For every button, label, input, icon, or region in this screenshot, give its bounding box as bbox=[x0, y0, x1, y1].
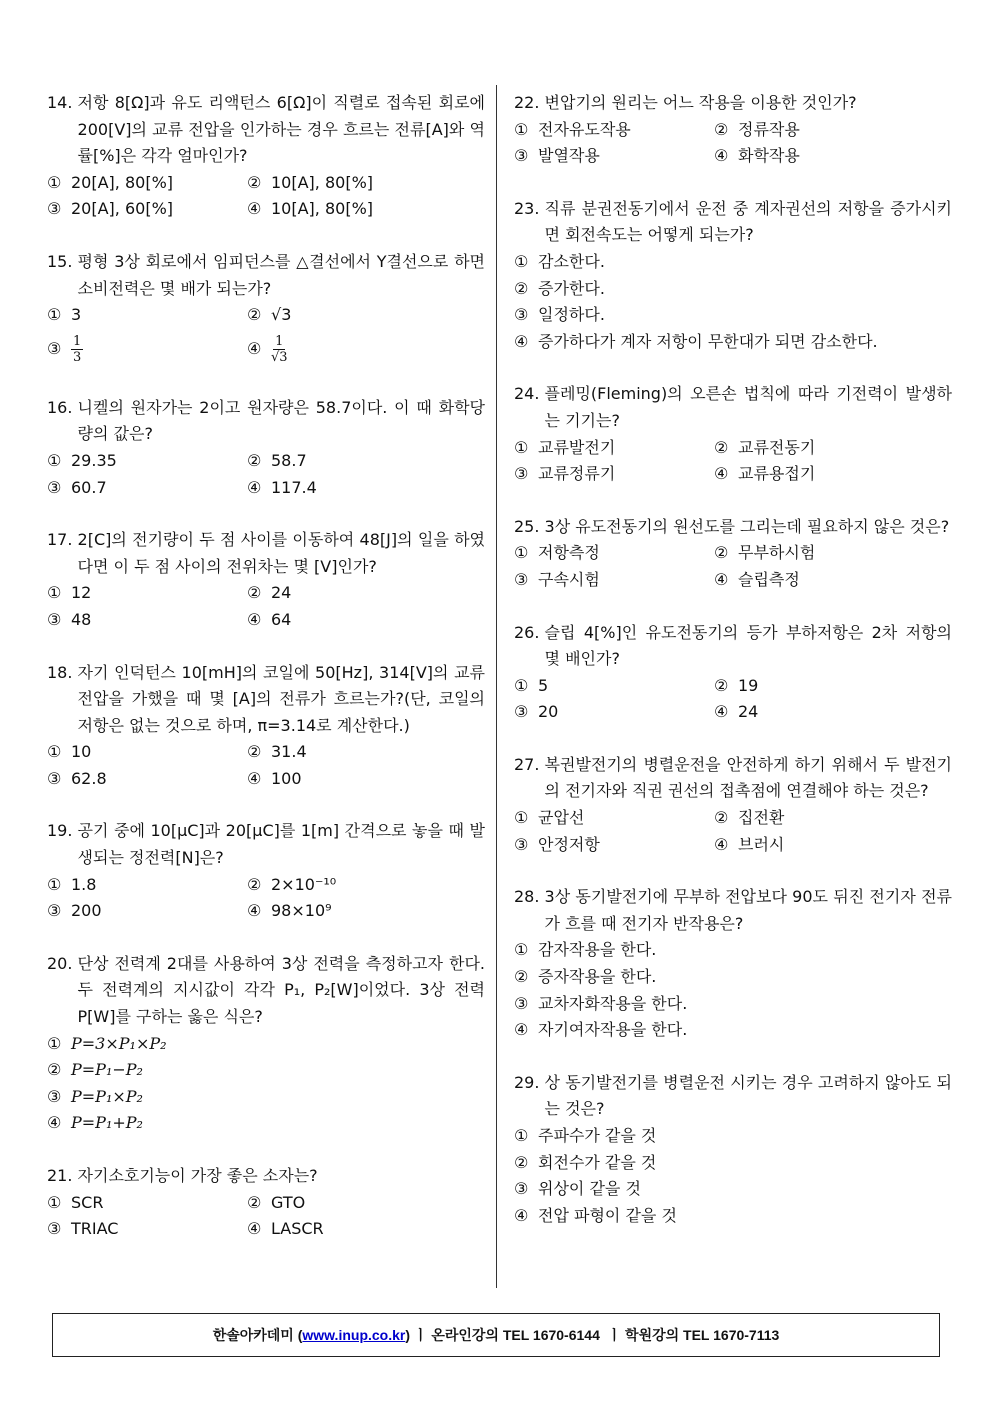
question-text: 평형 3상 회로에서 임피던스를 △결선에서 Y결선으로 하면 소비전력은 몇 배가 되는가? bbox=[77, 251, 485, 298]
option-1[interactable] bbox=[514, 117, 714, 144]
option-label: ③ bbox=[47, 477, 62, 497]
option-label: ② bbox=[247, 742, 262, 762]
options-list bbox=[47, 170, 485, 223]
option-text: 12 bbox=[71, 583, 92, 603]
option-1[interactable] bbox=[514, 435, 714, 462]
option-text: 저항측정 bbox=[538, 543, 600, 563]
option-text: 증가하다가 계자 저항이 무한대가 되면 감소한다. bbox=[538, 331, 878, 351]
option-4[interactable] bbox=[247, 329, 485, 369]
option-label: ④ bbox=[247, 1219, 262, 1239]
option-3[interactable] bbox=[47, 1084, 485, 1111]
option-text: 200 bbox=[71, 901, 102, 921]
option-1[interactable] bbox=[47, 170, 247, 197]
option-1[interactable] bbox=[47, 580, 247, 607]
option-label: ④ bbox=[514, 331, 529, 351]
question-q28 bbox=[514, 884, 952, 1044]
option-2[interactable] bbox=[247, 448, 485, 475]
option-2[interactable] bbox=[514, 276, 952, 303]
option-text: 24 bbox=[271, 583, 292, 603]
option-label: ① bbox=[514, 543, 529, 563]
question-number: 15. bbox=[47, 251, 78, 271]
option-label: ③ bbox=[514, 569, 529, 589]
option-text: 48 bbox=[71, 609, 92, 629]
option-2[interactable] bbox=[714, 805, 952, 832]
option-label: ② bbox=[714, 543, 729, 563]
question-number: 16. bbox=[47, 397, 78, 417]
option-3[interactable] bbox=[47, 329, 247, 369]
options-list bbox=[514, 1123, 952, 1229]
question-q16 bbox=[47, 395, 485, 501]
option-3[interactable] bbox=[47, 475, 247, 502]
option-text: 위상이 같을 것 bbox=[538, 1179, 641, 1199]
option-1[interactable] bbox=[514, 249, 952, 276]
option-text: 슬립측정 bbox=[738, 569, 800, 589]
option-4[interactable] bbox=[247, 607, 485, 634]
question-text: 공기 중에 10[μC]과 20[μC]를 1[m] 간격으로 놓을 때 발생되는 정전력[N]은? bbox=[77, 821, 485, 868]
question-stem bbox=[514, 620, 952, 673]
option-3[interactable] bbox=[47, 1216, 247, 1243]
option-text: 집전환 bbox=[738, 808, 785, 828]
option-2[interactable] bbox=[247, 302, 485, 329]
option-text: 62.8 bbox=[71, 768, 107, 788]
option-label: ① bbox=[514, 119, 529, 139]
option-label: ② bbox=[714, 119, 729, 139]
question-number: 22. bbox=[514, 93, 545, 112]
option-label: ① bbox=[514, 1126, 529, 1145]
option-label: ④ bbox=[714, 702, 729, 722]
options-list bbox=[514, 937, 952, 1043]
option-label: ② bbox=[247, 1192, 262, 1212]
options-list bbox=[47, 580, 485, 633]
option-label: ① bbox=[47, 874, 62, 894]
option-label: ① bbox=[514, 808, 529, 828]
option-label: ② bbox=[514, 278, 529, 298]
option-label: ③ bbox=[514, 464, 529, 484]
option-text: 감소한다. bbox=[538, 251, 605, 271]
question-text: 상 동기발전기를 병렬운전 시키는 경우 고려하지 않아도 되는 것은? bbox=[544, 1072, 952, 1119]
option-text: 2×10⁻¹⁰ bbox=[271, 874, 337, 894]
option-4[interactable] bbox=[247, 196, 485, 223]
option-label: ④ bbox=[514, 1020, 529, 1040]
option-text: LASCR bbox=[271, 1219, 324, 1239]
options-list bbox=[47, 1031, 485, 1137]
option-1[interactable] bbox=[47, 1190, 247, 1217]
option-1[interactable] bbox=[514, 1123, 952, 1150]
option-label: ③ bbox=[514, 1179, 529, 1199]
option-label: ③ bbox=[514, 993, 529, 1013]
question-text: 3상 동기발전기에 무부하 전압보다 90도 뒤진 전기자 전류가 흐를 때 전기자 반작용은? bbox=[544, 887, 952, 933]
option-label: ④ bbox=[247, 199, 262, 219]
column-divider bbox=[496, 85, 497, 1288]
question-stem bbox=[47, 395, 485, 448]
option-text: 98×10⁹ bbox=[271, 901, 332, 921]
options-list bbox=[47, 739, 485, 792]
option-label: ② bbox=[714, 808, 729, 828]
option-text: GTO bbox=[271, 1192, 306, 1212]
option-3[interactable] bbox=[514, 143, 714, 170]
question-text: 자기소호기능이 가장 좋은 소자는? bbox=[77, 1166, 318, 1185]
option-text: 감자작용을 한다. bbox=[538, 940, 657, 960]
option-1[interactable] bbox=[514, 540, 714, 567]
option-label: ④ bbox=[47, 1113, 62, 1133]
option-2[interactable] bbox=[514, 964, 952, 991]
question-q29 bbox=[514, 1070, 952, 1230]
option-1[interactable] bbox=[514, 805, 714, 832]
option-text: 24 bbox=[738, 702, 759, 722]
question-text: 저항 8[Ω]과 유도 리액턴스 6[Ω]이 직렬로 접속된 회로에 200[V]의 교류 전압을 인가하는 경우 흐르는 전류[A]와 역률[%]은 각각 얼마인가? bbox=[77, 93, 485, 166]
option-2[interactable] bbox=[247, 1190, 485, 1217]
option-text: 화학작용 bbox=[738, 146, 800, 166]
question-stem bbox=[514, 514, 952, 541]
question-stem bbox=[47, 90, 485, 170]
option-text: 교류용접기 bbox=[738, 464, 816, 484]
option-4[interactable] bbox=[247, 1216, 485, 1243]
option-label: ④ bbox=[514, 1205, 529, 1225]
question-stem bbox=[47, 660, 485, 740]
option-label: ③ bbox=[514, 702, 529, 722]
question-number: 29. bbox=[514, 1072, 545, 1092]
option-text: 64 bbox=[271, 609, 292, 629]
footer-academy-tel: ㅣ 학원강의 TEL 1670-7113 bbox=[607, 1327, 780, 1343]
footer-online-tel: ㅣ 온라인강의 TEL 1670-6144 bbox=[413, 1327, 600, 1343]
option-4[interactable] bbox=[714, 699, 952, 726]
option-text: 무부하시험 bbox=[738, 543, 816, 563]
option-text: 31.4 bbox=[271, 742, 307, 762]
option-text: 10 bbox=[71, 742, 92, 762]
option-3[interactable] bbox=[514, 699, 714, 726]
option-text: 전자유도작용 bbox=[538, 119, 631, 139]
question-stem bbox=[47, 527, 485, 580]
option-label: ① bbox=[47, 450, 62, 470]
option-text: 구속시험 bbox=[538, 569, 600, 589]
option-1[interactable] bbox=[47, 302, 247, 329]
question-text: 직류 분권전동기에서 운전 중 계자권선의 저항을 증가시키면 회전속도는 어떻게 되는가? bbox=[544, 198, 952, 245]
option-label: ① bbox=[47, 1033, 62, 1053]
option-label: ① bbox=[47, 172, 62, 192]
question-text: 3상 유도전동기의 원선도를 그리는데 필요하지 않은 것은? bbox=[544, 516, 950, 536]
question-q26 bbox=[514, 620, 952, 726]
option-text: 100 bbox=[271, 768, 302, 788]
option-text: 회전수가 같을 것 bbox=[538, 1152, 657, 1172]
option-text: 교차자화작용을 한다. bbox=[538, 993, 688, 1013]
question-stem bbox=[514, 381, 952, 434]
question-stem bbox=[514, 90, 952, 117]
question-q21 bbox=[47, 1163, 485, 1243]
options-list bbox=[514, 249, 952, 355]
option-text: 안정저항 bbox=[538, 834, 600, 854]
option-text: 29.35 bbox=[71, 450, 117, 470]
question-q20 bbox=[47, 951, 485, 1137]
option-label: ③ bbox=[514, 146, 529, 166]
option-text: SCR bbox=[71, 1192, 104, 1212]
options-list bbox=[47, 872, 485, 925]
option-4[interactable] bbox=[247, 475, 485, 502]
option-text: 20[A], 60[%] bbox=[71, 199, 174, 219]
option-2[interactable] bbox=[247, 739, 485, 766]
option-text: 10[A], 80[%] bbox=[271, 172, 374, 192]
option-text: 교류발전기 bbox=[538, 437, 616, 457]
footer-url-link[interactable]: www.inup.co.kr bbox=[302, 1327, 406, 1343]
option-2[interactable] bbox=[47, 1057, 485, 1084]
option-text: 58.7 bbox=[271, 450, 307, 470]
option-label: ① bbox=[514, 940, 529, 960]
options-list bbox=[514, 117, 952, 170]
option-2[interactable] bbox=[714, 540, 952, 567]
option-text: √3 bbox=[271, 305, 292, 325]
option-label: ③ bbox=[47, 901, 62, 921]
option-1[interactable] bbox=[514, 937, 952, 964]
question-stem bbox=[514, 752, 952, 805]
question-q22 bbox=[514, 90, 952, 170]
options-list bbox=[47, 448, 485, 501]
option-label: ① bbox=[514, 251, 529, 271]
question-q27 bbox=[514, 752, 952, 858]
option-label: ② bbox=[247, 583, 262, 603]
question-number: 28. bbox=[514, 887, 545, 907]
option-1[interactable] bbox=[47, 739, 247, 766]
option-text: $\frac{1}{√3}$ bbox=[271, 333, 288, 365]
option-label: ④ bbox=[247, 609, 262, 629]
option-label: ③ bbox=[47, 199, 62, 219]
option-label: ① bbox=[47, 742, 62, 762]
option-3[interactable] bbox=[47, 607, 247, 634]
option-text: 교류정류기 bbox=[538, 464, 616, 484]
option-text: TRIAC bbox=[71, 1219, 119, 1239]
option-label: ③ bbox=[47, 338, 62, 358]
option-text: 3 bbox=[71, 305, 82, 325]
option-2[interactable] bbox=[714, 673, 952, 700]
right-column bbox=[514, 90, 952, 1255]
option-text: 자기여자작용을 한다. bbox=[538, 1020, 688, 1040]
option-text: 117.4 bbox=[271, 477, 317, 497]
option-text: P=P₁×P₂ bbox=[71, 1086, 143, 1106]
option-4[interactable] bbox=[714, 461, 952, 488]
option-label: ② bbox=[247, 874, 262, 894]
question-number: 26. bbox=[514, 622, 545, 642]
option-4[interactable] bbox=[714, 567, 952, 594]
option-text: 1.8 bbox=[71, 874, 97, 894]
option-4[interactable] bbox=[514, 329, 952, 356]
option-label: ④ bbox=[247, 338, 262, 358]
option-2[interactable] bbox=[714, 435, 952, 462]
question-q18 bbox=[47, 660, 485, 793]
option-text: 정류작용 bbox=[738, 119, 800, 139]
question-q25 bbox=[514, 514, 952, 594]
option-text: 발열작용 bbox=[538, 146, 600, 166]
question-number: 24. bbox=[514, 384, 545, 404]
option-4[interactable] bbox=[514, 1017, 952, 1044]
option-label: ③ bbox=[47, 1086, 62, 1106]
option-label: ④ bbox=[714, 569, 729, 589]
option-1[interactable] bbox=[47, 872, 247, 899]
option-label: ④ bbox=[714, 834, 729, 854]
question-number: 25. bbox=[514, 516, 545, 536]
question-number: 20. bbox=[47, 953, 78, 973]
question-stem bbox=[514, 196, 952, 249]
option-3[interactable] bbox=[514, 1176, 952, 1203]
option-label: ③ bbox=[47, 768, 62, 788]
question-text: 플레밍(Fleming)의 오른손 법칙에 따라 기전력이 발생하는 기기는? bbox=[544, 384, 952, 430]
question-number: 23. bbox=[514, 198, 545, 218]
option-text: 일정하다. bbox=[538, 305, 605, 325]
option-label: ④ bbox=[247, 768, 262, 788]
question-q15 bbox=[47, 249, 485, 369]
options-list bbox=[514, 673, 952, 726]
option-label: ③ bbox=[47, 1219, 62, 1239]
option-text: 증자작용을 한다. bbox=[538, 967, 657, 987]
options-list bbox=[47, 302, 485, 369]
question-number: 18. bbox=[47, 662, 78, 682]
option-text: 60.7 bbox=[71, 477, 107, 497]
option-label: ④ bbox=[714, 464, 729, 484]
footer-name: 한솔아카데미 bbox=[212, 1327, 294, 1343]
option-label: ② bbox=[247, 172, 262, 192]
question-text: 니켈의 원자가는 2이고 원자량은 58.7이다. 이 때 화학당량의 값은? bbox=[77, 397, 485, 444]
option-4[interactable] bbox=[47, 1110, 485, 1137]
option-label: ③ bbox=[47, 609, 62, 629]
option-text: 균압선 bbox=[538, 808, 585, 828]
option-label: ① bbox=[514, 675, 529, 695]
option-4[interactable] bbox=[714, 832, 952, 859]
options-list bbox=[47, 1190, 485, 1243]
option-4[interactable] bbox=[247, 898, 485, 925]
option-text: 20 bbox=[538, 702, 559, 722]
option-3[interactable] bbox=[514, 567, 714, 594]
question-stem bbox=[514, 884, 952, 937]
question-number: 27. bbox=[514, 754, 545, 774]
option-text: 전압 파형이 같을 것 bbox=[538, 1205, 677, 1225]
option-3[interactable] bbox=[47, 196, 247, 223]
option-2[interactable] bbox=[247, 170, 485, 197]
question-text: 단상 전력계 2대를 사용하여 3상 전력을 측정하고자 한다. 두 전력계의 지시값이 각각 P₁, P₂[W]이었다. 3상 전력 P[W]를 구하는 옳은 식은? bbox=[77, 953, 485, 1027]
question-text: 복권발전기의 병렬운전을 안전하게 하기 위해서 두 발전기의 전기자와 직권 권선의 접촉점에 연결해야 하는 것은? bbox=[544, 754, 952, 801]
option-label: ② bbox=[247, 450, 262, 470]
option-text: P=P₁−P₂ bbox=[71, 1060, 143, 1080]
option-text: 20[A], 80[%] bbox=[71, 172, 174, 192]
option-label: ② bbox=[714, 675, 729, 695]
question-text: 슬립 4[%]인 유도전동기의 등가 부하저항은 2차 저항의 몇 배인가? bbox=[544, 622, 952, 669]
option-text: 주파수가 같을 것 bbox=[538, 1126, 657, 1145]
question-q17 bbox=[47, 527, 485, 633]
option-label: ③ bbox=[514, 305, 529, 325]
option-1[interactable] bbox=[47, 1031, 485, 1058]
question-number: 17. bbox=[47, 530, 78, 550]
question-q14 bbox=[47, 90, 485, 223]
option-label: ② bbox=[514, 967, 529, 987]
option-4[interactable] bbox=[514, 1203, 952, 1230]
option-label: ① bbox=[514, 437, 529, 457]
option-3[interactable] bbox=[514, 302, 952, 329]
question-text: 2[C]의 전기량이 두 점 사이를 이동하여 48[J]의 일을 하였다면 이 두 점 사이의 전위차는 몇 [V]인가? bbox=[77, 530, 485, 576]
option-text: P=3×P₁×P₂ bbox=[71, 1033, 167, 1053]
option-3[interactable] bbox=[514, 461, 714, 488]
options-list bbox=[514, 805, 952, 858]
question-text: 자기 인덕턴스 10[mH]의 코일에 50[Hz], 314[V]의 교류 전압을 가했을 때 몇 [A]의 전류가 흐르는가?(단, 코일의 저항은 없는 것으로 하며, π=3.14로 계산한다.) bbox=[77, 662, 485, 735]
option-2[interactable] bbox=[247, 872, 485, 899]
option-3[interactable] bbox=[47, 898, 247, 925]
option-label: ③ bbox=[514, 834, 529, 854]
option-label: ④ bbox=[247, 477, 262, 497]
question-stem bbox=[514, 1070, 952, 1123]
question-stem bbox=[47, 249, 485, 302]
question-q19 bbox=[47, 818, 485, 924]
option-label: ④ bbox=[247, 901, 262, 921]
option-label: ② bbox=[47, 1060, 62, 1080]
question-q24 bbox=[514, 381, 952, 487]
option-1[interactable] bbox=[514, 673, 714, 700]
question-stem bbox=[47, 1163, 485, 1190]
option-text: 19 bbox=[738, 675, 759, 695]
options-list bbox=[514, 435, 952, 488]
option-4[interactable] bbox=[714, 143, 952, 170]
option-label: ④ bbox=[714, 146, 729, 166]
option-2[interactable] bbox=[247, 580, 485, 607]
option-label: ② bbox=[247, 305, 262, 325]
option-2[interactable] bbox=[714, 117, 952, 144]
option-1[interactable] bbox=[47, 448, 247, 475]
option-text: 5 bbox=[538, 675, 549, 695]
question-number: 14. bbox=[47, 93, 78, 112]
question-number: 21. bbox=[47, 1166, 78, 1185]
question-text: 변압기의 원리는 어느 작용을 이용한 것인가? bbox=[544, 93, 857, 112]
option-3[interactable] bbox=[47, 766, 247, 793]
question-number: 19. bbox=[47, 821, 78, 841]
option-text: 10[A], 80[%] bbox=[271, 199, 374, 219]
question-stem bbox=[47, 951, 485, 1031]
option-text: 교류전동기 bbox=[738, 437, 816, 457]
question-q23 bbox=[514, 196, 952, 356]
option-text: 브러시 bbox=[738, 834, 785, 854]
option-label: ② bbox=[714, 437, 729, 457]
option-4[interactable] bbox=[247, 766, 485, 793]
option-label: ② bbox=[514, 1152, 529, 1172]
option-label: ① bbox=[47, 305, 62, 325]
option-text: P=P₁+P₂ bbox=[71, 1113, 143, 1133]
options-list bbox=[514, 540, 952, 593]
option-label: ① bbox=[47, 583, 62, 603]
option-2[interactable] bbox=[514, 1150, 952, 1177]
option-3[interactable] bbox=[514, 991, 952, 1018]
option-text: 증가한다. bbox=[538, 278, 605, 298]
left-column bbox=[47, 90, 485, 1269]
option-3[interactable] bbox=[514, 832, 714, 859]
option-text: $\frac{1}{3}$ bbox=[73, 333, 82, 365]
question-stem bbox=[47, 818, 485, 871]
footer-box: 한솔아카데미 ( www.inup.co.kr ) ㅣ 온라인강의 TEL 1670-6144 ㅣ 학원강의 TEL 1670-7113 bbox=[52, 1313, 940, 1357]
option-label: ① bbox=[47, 1192, 62, 1212]
